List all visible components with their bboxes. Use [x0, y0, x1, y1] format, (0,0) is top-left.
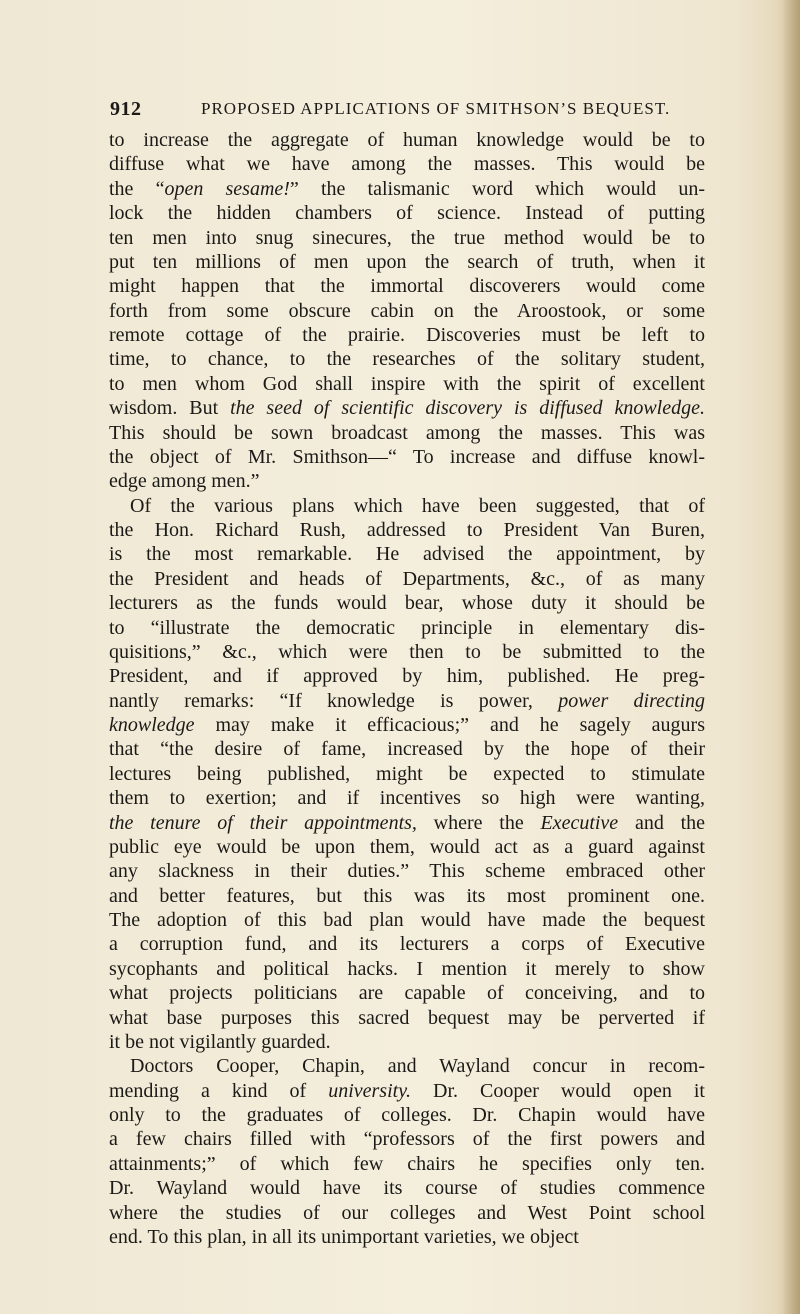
text-line: what projects politicians are capable of conceiving, and to	[109, 982, 705, 1005]
text-line: Dr. Wayland would have its course of studies commence	[109, 1177, 705, 1200]
body-text	[109, 128, 705, 1249]
text-line: to increase the aggregate of human knowledge would be to	[109, 129, 705, 151]
text-line: any slackness in their duties.” This scheme embraced other	[109, 860, 705, 883]
text-line: the Hon. Richard Rush, addressed to President Van Buren,	[109, 519, 705, 541]
text-line: The adoption of this bad plan would have made the bequest	[109, 909, 705, 931]
text-line: knowledge may make it efficacious;” and he sagely augurs	[109, 714, 705, 736]
text-line: only to the graduates of colleges. Dr. Chapin would have	[109, 1104, 705, 1126]
page-number: 912	[110, 98, 142, 120]
text-line: where the studies of our colleges and West Point school	[109, 1201, 705, 1224]
text-line: it be not vigilantly guarded.	[109, 1030, 331, 1053]
text-line: the “open sesame!” the talismanic word which would un-	[109, 177, 705, 200]
text-line: to men whom God shall inspire with the spirit of excellent	[109, 372, 705, 395]
text-line: the tenure of their appointments, where the Executive and the	[109, 811, 706, 834]
text-line: and better features, but this was its most prominent one.	[109, 884, 705, 907]
text-line: might happen that the immortal discoverers would come	[109, 275, 705, 298]
text-line: forth from some obscure cabin on the Aroostook, or some	[109, 299, 705, 322]
text-line: lecturers as the funds would bear, whose duty it should be	[109, 592, 705, 615]
text-line: public eye would be upon them, would act as a guard against	[109, 835, 705, 858]
text-line: edge among men.”	[109, 470, 260, 493]
text-line: end. To this plan, in all its unimportant varieties, we object	[109, 1225, 579, 1248]
text-line: that “the desire of fame, increased by the hope of their	[109, 738, 705, 761]
running-title: PROPOSED APPLICATIONS OF SMITHSON’S BEQUEST.	[201, 99, 671, 118]
text-line: what base purposes this sacred bequest may be perverted if	[109, 1006, 705, 1029]
text-line: wisdom. But the seed of scientific discovery is diffused knowledge.	[109, 397, 705, 420]
text-line: Doctors Cooper, Chapin, and Wayland concur in recom-	[130, 1055, 705, 1078]
text-line: remote cottage of the prairie. Discoveries must be left to	[109, 324, 705, 346]
page-edge-shadow	[782, 0, 800, 1314]
text-line: attainments;” of which few chairs he specifies only ten.	[109, 1152, 705, 1175]
text-line: mending a kind of university. Dr. Cooper would open it	[109, 1079, 705, 1102]
text-line: them to exertion; and if incentives so high were wanting,	[109, 787, 705, 810]
text-line: This should be sown broadcast among the masses. This was	[109, 421, 705, 444]
text-line: the object of Mr. Smithson—“ To increase and diffuse knowl-	[109, 445, 705, 468]
text-line: time, to chance, to the researches of the solitary student,	[109, 348, 705, 371]
page-header	[110, 98, 710, 122]
text-line: nantly remarks: “If knowledge is power, power directing	[109, 689, 705, 712]
text-line: quisitions,” &c., which were then to be submitted to the	[109, 640, 705, 663]
text-line: sycophants and political hacks. I mention it merely to show	[109, 957, 705, 980]
text-line: put ten millions of men upon the search of truth, when it	[109, 250, 705, 273]
text-line: President, and if approved by him, published. He preg-	[109, 665, 705, 688]
text-line: ten men into snug sinecures, the true method would be to	[109, 226, 705, 249]
text-line: to “illustrate the democratic principle in elementary dis-	[109, 616, 705, 639]
text-line: the President and heads of Departments, &c., of as many	[109, 567, 705, 590]
text-line: diffuse what we have among the masses. This would be	[109, 153, 705, 176]
text-line: Of the various plans which have been suggested, that of	[130, 494, 705, 517]
text-line: lock the hidden chambers of science. Instead of putting	[109, 202, 705, 225]
text-line: is the most remarkable. He advised the appointment, by	[109, 543, 705, 566]
text-line: a corruption fund, and its lecturers a corps of Executive	[109, 933, 705, 956]
text-line: a few chairs filled with “professors of the first powers and	[109, 1128, 705, 1151]
text-line: lectures being published, might be expected to stimulate	[109, 762, 705, 785]
